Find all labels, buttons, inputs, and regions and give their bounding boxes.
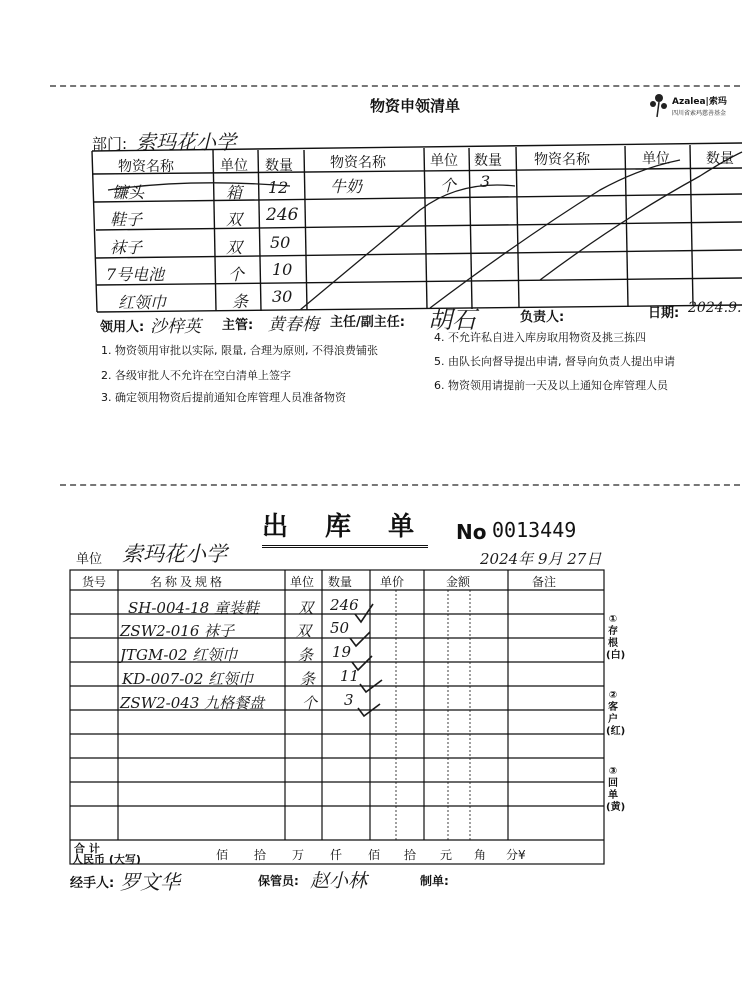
logo-subtext: 四川省索玛慈善基金 (672, 110, 727, 117)
del-header-amount: 金额 (446, 575, 471, 589)
note-6: 6. 物资领用请提前一天及以上通知仓库管理人员 (434, 379, 668, 392)
del-row-spec: KD-007-02 红领巾 (122, 670, 254, 688)
handler-signature: 罗文华 (120, 870, 180, 894)
responsible-label: 负责人: (520, 310, 565, 325)
req-row-name: 袜子 (110, 238, 143, 257)
denom-bai-2: 佰 (368, 848, 381, 862)
requisition-title: 物资申领清单 (370, 97, 461, 115)
side-copy-stub: ①存根(白) (606, 614, 626, 661)
del-row-qty: 246 (330, 596, 359, 614)
req-row-name: 7号电池 (106, 265, 165, 284)
req-row-qty: 10 (272, 260, 293, 279)
del-header-spec: 名称及规格 (150, 575, 226, 589)
del-row-spec: SH-004-18 童装鞋 (128, 599, 259, 617)
req-header-unit-3: 单位 (642, 151, 670, 167)
del-row-qty: 3 (344, 691, 354, 709)
del-header-price: 单价 (380, 575, 405, 589)
del-row-unit: 双 (298, 599, 314, 617)
req-row-name: 镰头 (112, 183, 145, 202)
denom-yuan: 元 (440, 848, 453, 862)
department-value: 索玛花小学 (136, 130, 236, 154)
del-row-spec: JTGM-02 红领巾 (120, 646, 238, 664)
note-4: 4. 不允许私自进入库房取用物资及挑三拣四 (434, 331, 646, 344)
department-label: 部门: (92, 135, 128, 153)
check-marks (350, 604, 382, 716)
date-label: 日期: (648, 306, 680, 321)
req-row-unit: 箱 (226, 183, 243, 202)
req-row-qty: 50 (270, 233, 291, 252)
req-header-qty-2: 数量 (474, 153, 502, 169)
req-header-qty-3: 数量 (706, 151, 734, 167)
note-3: 3. 确定领用物资后提前通知仓库管理人员准备物资 (101, 391, 346, 404)
del-header-item-no: 货号 (82, 575, 107, 589)
denom-shi-1: 拾 (254, 848, 267, 862)
req-row-unit-2: 个 (440, 176, 457, 195)
side-copy-return: ③回单(黄) (606, 766, 626, 813)
req-header-name-3: 物资名称 (534, 152, 590, 168)
del-row-qty: 19 (332, 643, 352, 661)
logo-text: Azalea|索玛 (672, 97, 727, 107)
recipient-label: 领用人: (100, 320, 145, 335)
delivery-date: 2024年 9月 27日 (480, 550, 602, 568)
del-row-qty: 50 (330, 619, 350, 637)
delivery-no-label: No (456, 520, 487, 544)
req-row-qty-2: 3 (480, 172, 491, 191)
req-row-unit: 条 (232, 292, 249, 311)
req-row-unit: 双 (226, 238, 243, 257)
handler-label: 经手人: (70, 876, 115, 891)
req-row-qty: 30 (272, 287, 293, 306)
supervisor-label: 主管: (222, 318, 254, 333)
note-5: 5. 由队长向督导提出申请, 督导向负责人提出申请 (434, 355, 675, 368)
rmb-label: 人民币 (大写) (72, 853, 141, 866)
recipient-signature: 沙梓英 (150, 317, 201, 337)
req-header-qty-1: 数量 (265, 158, 293, 174)
note-2: 2. 各级审批人不允许在空白清单上签字 (101, 369, 291, 382)
keeper-label: 保管员: (258, 874, 299, 888)
director-label: 主任/副主任: (330, 315, 405, 330)
date-value: 2024.9. (688, 300, 742, 316)
delivery-no-value: 0013449 (492, 518, 577, 542)
req-header-name-2: 物资名称 (330, 155, 386, 171)
denom-jiao: 角 (474, 848, 487, 862)
del-header-remark: 备注 (532, 575, 557, 589)
delivery-unit-value: 索玛花小学 (122, 542, 227, 566)
denom-wan: 万 (292, 848, 305, 862)
maker-label: 制单: (420, 874, 449, 888)
denom-qian: 仟 (330, 848, 343, 862)
req-row-qty: 12 (268, 178, 289, 197)
req-row-unit: 个 (228, 265, 245, 284)
supervisor-signature: 黄春梅 (268, 315, 319, 335)
denom-bai-1: 佰 (216, 848, 229, 862)
req-row-unit: 双 (226, 210, 243, 229)
delivery-unit-label: 单位 (76, 552, 103, 567)
del-header-qty: 数量 (328, 575, 353, 589)
req-row-name: 红领巾 (118, 293, 167, 312)
del-header-unit: 单位 (290, 575, 315, 589)
del-row-unit: 个 (302, 694, 318, 712)
side-copy-customer: ②客户(红) (606, 690, 626, 737)
req-row-name: 鞋子 (110, 210, 143, 229)
del-row-unit: 双 (296, 622, 312, 640)
keeper-signature: 赵小林 (310, 870, 368, 892)
denom-fen: 分¥ (506, 848, 526, 862)
total-label: 合 计 (74, 842, 100, 855)
req-row-name-2: 牛奶 (330, 177, 363, 196)
denom-shi-2: 拾 (404, 848, 417, 862)
del-row-unit: 条 (298, 646, 314, 664)
req-header-unit-1: 单位 (220, 158, 248, 174)
note-1: 1. 物资领用审批以实际, 限量, 合理为原则, 不得浪费铺张 (101, 344, 378, 357)
del-row-spec: ZSW2-016 袜子 (120, 622, 235, 640)
del-row-qty: 11 (340, 667, 360, 685)
req-header-unit-2: 单位 (430, 153, 458, 169)
req-header-name-1: 物资名称 (118, 159, 174, 175)
del-row-unit: 条 (300, 670, 316, 688)
del-row-spec: ZSW2-043 九格餐盘 (120, 694, 265, 712)
req-row-qty: 246 (266, 205, 299, 225)
director-signature: 胡石 (428, 306, 476, 334)
delivery-title: 出 库 单 (262, 506, 428, 548)
